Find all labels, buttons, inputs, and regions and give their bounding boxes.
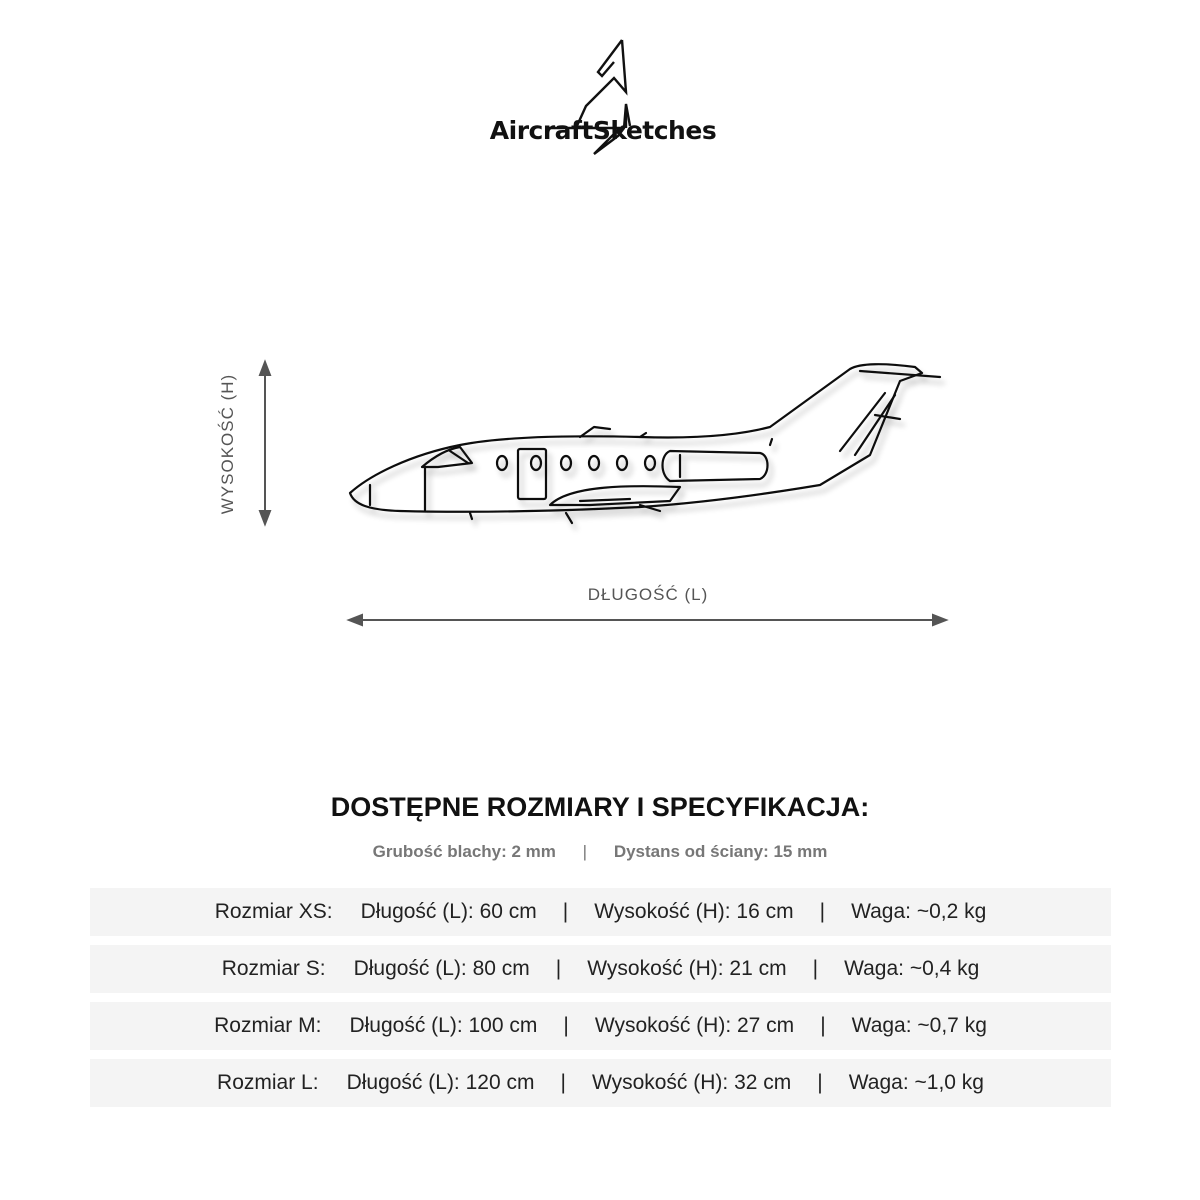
brand-logo <box>470 36 730 160</box>
size-name: Rozmiar S: <box>221 957 326 980</box>
separator: | <box>562 900 569 923</box>
separator: | <box>555 957 562 980</box>
size-table <box>90 888 1111 1116</box>
size-row-s <box>90 945 1111 993</box>
height-arrow-down-icon <box>260 511 270 524</box>
specs-title: DOSTĘPNE ROZMIARY I SPECYFIKACJA: <box>330 792 870 822</box>
size-length: Długość (L): 60 cm <box>360 900 537 923</box>
sheet-thickness: Grubość blachy: 2 mm <box>372 842 556 861</box>
size-row-l <box>90 1059 1111 1107</box>
size-name: Rozmiar L: <box>217 1071 319 1094</box>
brand-logo-text: AircraftSketches <box>489 116 717 145</box>
size-length: Długość (L): 100 cm <box>349 1014 538 1037</box>
size-height: Wysokość (H): 21 cm <box>587 957 787 980</box>
separator: | <box>819 900 826 923</box>
size-row-xs <box>90 888 1111 936</box>
size-name: Rozmiar XS: <box>214 900 333 923</box>
height-arrow-up-icon <box>260 362 270 375</box>
separator: | <box>820 1014 826 1037</box>
size-row-m <box>90 1002 1111 1050</box>
size-length: Długość (L): 120 cm <box>346 1071 535 1094</box>
length-label: DŁUGOŚĆ (L) <box>587 585 709 604</box>
size-height: Wysokość (H): 32 cm <box>591 1071 792 1094</box>
specs-subtitle <box>0 842 1200 862</box>
separator: | <box>582 842 588 861</box>
size-name: Rozmiar M: <box>214 1014 322 1037</box>
size-weight: Waga: ~1,0 kg <box>848 1071 984 1094</box>
size-weight: Waga: ~0,4 kg <box>844 957 980 980</box>
size-height: Wysokość (H): 27 cm <box>594 1014 795 1037</box>
separator: | <box>560 1071 566 1094</box>
size-weight: Waga: ~0,7 kg <box>851 1014 987 1037</box>
height-label: WYSOKOŚĆ (H) <box>218 373 237 515</box>
wall-distance: Dystans od ściany: 15 mm <box>613 842 828 861</box>
length-arrow-left-icon <box>349 615 362 625</box>
size-length: Długość (L): 80 cm <box>353 957 530 980</box>
aircraft-silhouette-image <box>340 355 960 535</box>
size-weight: Waga: ~0,2 kg <box>851 900 987 923</box>
separator: | <box>812 957 819 980</box>
separator: | <box>563 1014 569 1037</box>
size-height: Wysokość (H): 16 cm <box>594 900 794 923</box>
length-arrow-right-icon <box>933 615 946 625</box>
separator: | <box>817 1071 823 1094</box>
